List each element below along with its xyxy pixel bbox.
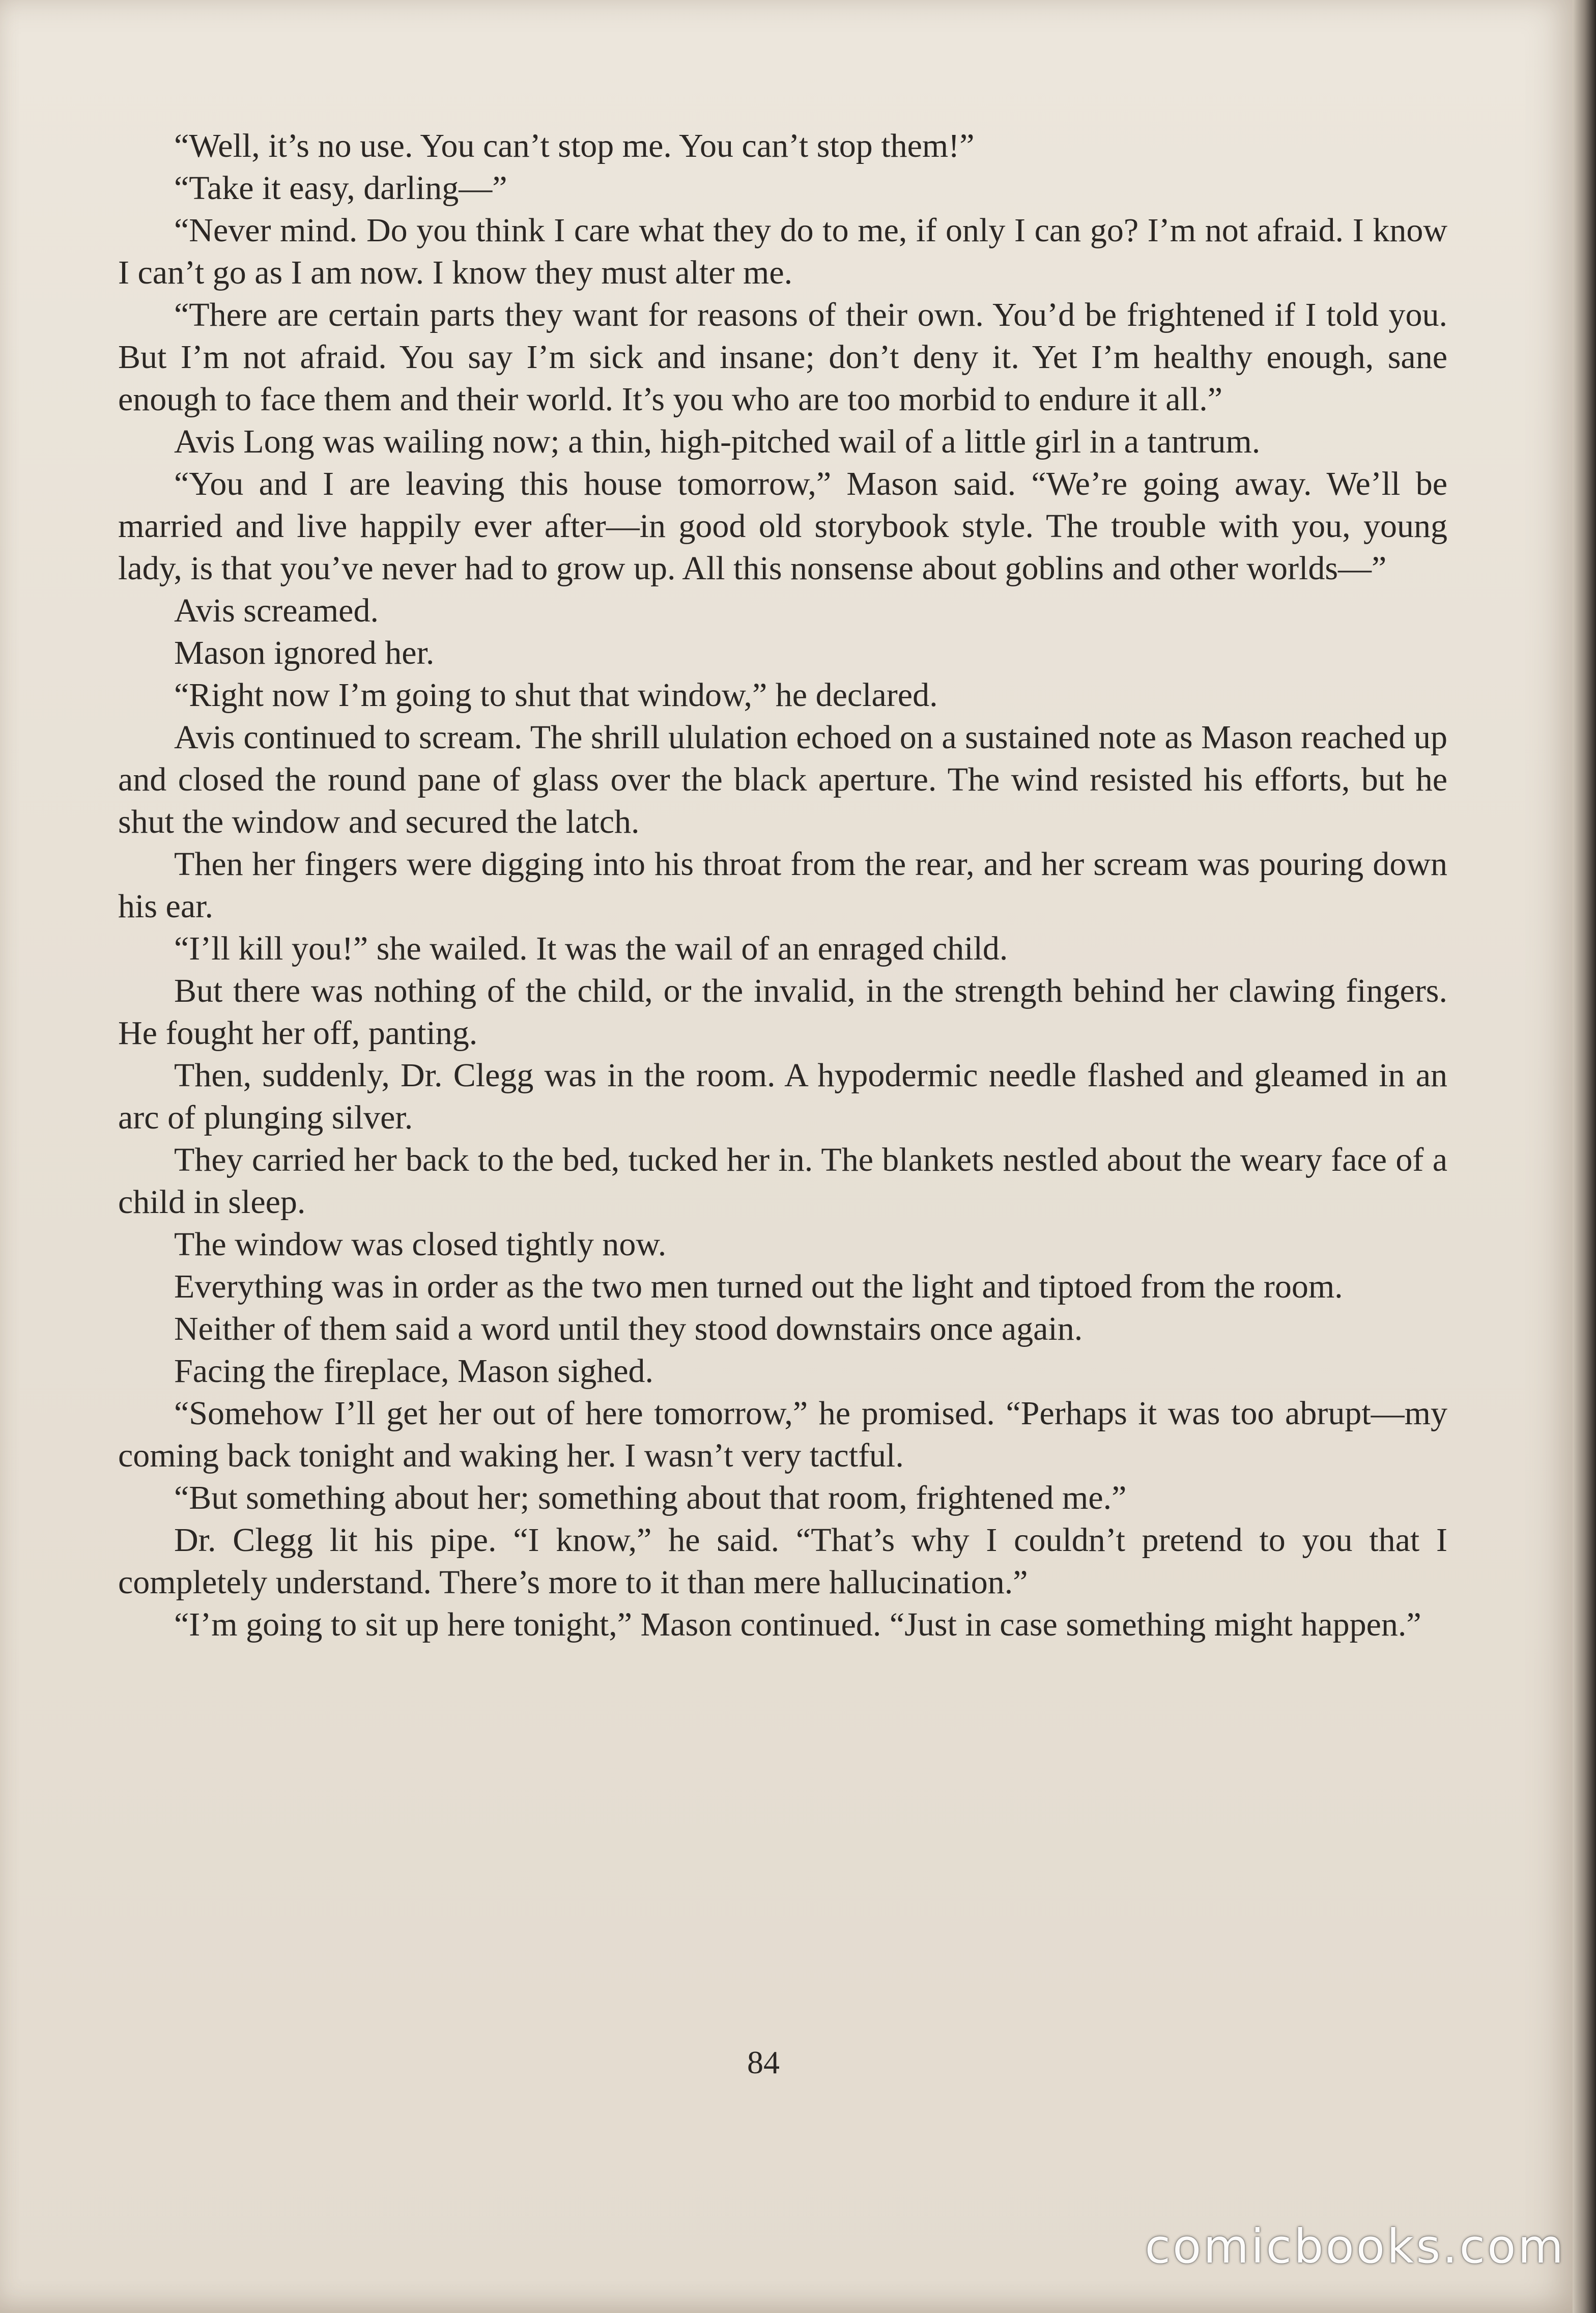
paragraph: Avis screamed.: [174, 592, 379, 629]
paragraph: But there was nothing of the child, or the invalid, in the strength behind her clawing fingers. He fought her off, panting.: [118, 972, 1447, 1052]
page-edge: [1573, 0, 1596, 2313]
paragraph: “You and I are leaving this house tomorrow,” Mason said. “We’re going away. We’ll be married and live happily ever after—in good old storybook style. The trouble with you, young lady, is that you’ve never had to grow up. All this nonsense about goblins and other worlds—”: [118, 465, 1447, 587]
paragraph: “Never mind. Do you think I care what they do to me, if only I can go? I’m not afraid. I know I can’t go as I am now. I know they must alter me.: [118, 212, 1447, 291]
paragraph: Neither of them said a word until they stood downstairs once again.: [174, 1310, 1083, 1347]
paragraph: The window was closed tightly now.: [174, 1226, 667, 1263]
paragraph: Avis continued to scream. The shrill ululation echoed on a sustained note as Mason reached up and closed the round pane of glass over the black aperture. The wind resisted his efforts, but he shut the window and secured the latch.: [118, 719, 1447, 840]
body-text: [118, 125, 1447, 1646]
paragraph: Mason ignored her.: [174, 634, 435, 671]
paragraph: Then, suddenly, Dr. Clegg was in the room. A hypodermic needle flashed and gleamed in an arc of plunging silver.: [118, 1057, 1447, 1136]
paragraph: “I’m going to sit up here tonight,” Mason continued. “Just in case something might happen.”: [174, 1606, 1421, 1643]
page-number: 84: [747, 2044, 780, 2080]
paragraph: Facing the fireplace, Mason sighed.: [174, 1352, 654, 1390]
paragraph: “There are certain parts they want for reasons of their own. You’d be frightened if I told you. But I’m not afraid. You say I’m sick and insane; don’t deny it. Yet I’m healthy enough, sane enough to face them and their world. It’s you who are too morbid to endure it all.”: [118, 296, 1447, 418]
paragraph: “But something about her; something about that room, frightened me.”: [174, 1479, 1127, 1516]
paragraph: “Take it easy, darling—”: [174, 170, 507, 207]
paragraph: “Right now I’m going to shut that window,” he declared.: [174, 676, 938, 714]
watermark: comicbooks.com: [1145, 2219, 1565, 2274]
paragraph: They carried her back to the bed, tucked her in. The blankets nestled about the weary face of a child in sleep.: [118, 1141, 1447, 1221]
paragraph: Then her fingers were digging into his throat from the rear, and her scream was pouring down his ear.: [118, 845, 1447, 925]
paragraph: “Somehow I’ll get her out of here tomorrow,” he promised. “Perhaps it was too abrupt—my coming back tonight and waking her. I wasn’t very tactful.: [118, 1395, 1447, 1474]
paragraph: Everything was in order as the two men turned out the light and tiptoed from the room.: [174, 1268, 1343, 1305]
paragraph: “I’ll kill you!” she wailed. It was the wail of an enraged child.: [174, 930, 1008, 967]
paragraph: Avis Long was wailing now; a thin, high-pitched wail of a little girl in a tantrum.: [174, 423, 1261, 460]
paragraph: “Well, it’s no use. You can’t stop me. You can’t stop them!”: [174, 127, 975, 164]
paragraph: Dr. Clegg lit his pipe. “I know,” he said. “That’s why I couldn’t pretend to you that I completely understand. There’s more to it than mere hallucination.”: [118, 1521, 1447, 1601]
